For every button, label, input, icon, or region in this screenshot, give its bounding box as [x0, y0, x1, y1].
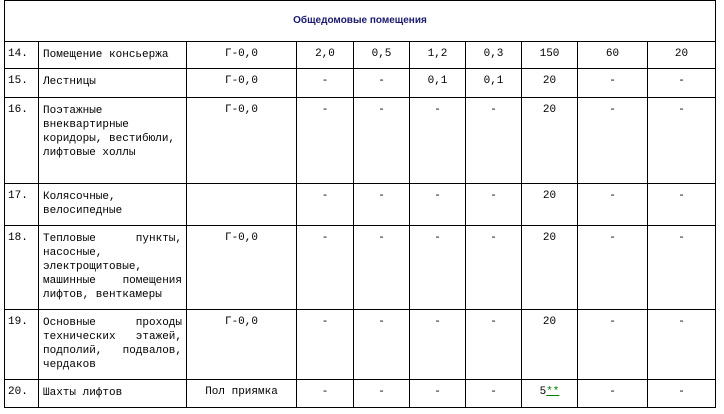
value-cell: - [466, 184, 522, 226]
value-cell: - [578, 310, 648, 380]
section-header-cell [5, 1, 716, 42]
value-cell: - [578, 69, 648, 98]
room-name: Тепловые пункты, насосные, электрощитовые, машинные помещения лифтов, венткамеры [39, 226, 187, 310]
norms-table [4, 0, 716, 408]
row-number: 20. [5, 380, 39, 408]
value-text: 5 [539, 386, 547, 398]
category-cell [187, 184, 297, 226]
value-cell: - [297, 98, 354, 184]
room-name: Шахты лифтов [39, 380, 187, 408]
value-cell: - [297, 380, 354, 408]
value-cell: - [466, 380, 522, 408]
room-name: Лестницы [39, 69, 187, 98]
value-cell: - [297, 69, 354, 98]
value-cell: - [354, 310, 410, 380]
row-number: 18. [5, 226, 39, 310]
value-cell: 1,2 [410, 42, 466, 69]
value-cell: - [354, 184, 410, 226]
room-name: Поэтажные внеквартирные коридоры, вестибюли, лифтовые холлы [39, 98, 187, 184]
section-title: Общедомовые помещения [293, 15, 427, 26]
value-cell: - [648, 226, 716, 310]
category-cell: Пол приямка [187, 380, 297, 408]
value-cell: - [648, 310, 716, 380]
table-row [5, 310, 716, 380]
category-cell: Г-0,0 [187, 226, 297, 310]
row-number: 17. [5, 184, 39, 226]
value-cell: 20 [522, 98, 578, 184]
room-name: Помещение консьержа [39, 42, 187, 69]
category-cell: Г-0,0 [187, 98, 297, 184]
value-cell: - [578, 184, 648, 226]
table-row [5, 69, 716, 98]
value-cell: 2,0 [297, 42, 354, 69]
table-row [5, 226, 716, 310]
value-cell: 20 [522, 310, 578, 380]
value-cell: 20 [522, 226, 578, 310]
room-name: Колясочные, велосипедные [39, 184, 187, 226]
category-cell: Г-0,0 [187, 310, 297, 380]
value-cell: - [410, 226, 466, 310]
room-name: Основные проходы технических этажей, подполий, подвалов, чердаков [39, 310, 187, 380]
value-cell: - [354, 380, 410, 408]
value-cell: 150 [522, 42, 578, 69]
table-row [5, 98, 716, 184]
value-cell: 0,1 [466, 69, 522, 98]
value-cell: - [410, 184, 466, 226]
table-row [5, 184, 716, 226]
value-cell: - [578, 380, 648, 408]
value-cell: 60 [578, 42, 648, 69]
value-cell: 0,3 [466, 42, 522, 69]
value-cell: - [466, 226, 522, 310]
value-cell: - [410, 380, 466, 408]
value-cell-with-footnote [522, 380, 578, 408]
value-cell: 0,5 [354, 42, 410, 69]
value-cell: 0,1 [410, 69, 466, 98]
row-number: 19. [5, 310, 39, 380]
table-row [5, 42, 716, 69]
row-number: 15. [5, 69, 39, 98]
section-header-row [5, 1, 716, 42]
row-number: 16. [5, 98, 39, 184]
footnote-link[interactable]: ** [546, 386, 560, 398]
value-cell: - [354, 226, 410, 310]
value-cell: - [297, 184, 354, 226]
value-cell: - [648, 69, 716, 98]
value-cell: - [410, 98, 466, 184]
value-cell: - [297, 310, 354, 380]
value-cell: - [578, 98, 648, 184]
category-cell: Г-0,0 [187, 69, 297, 98]
value-cell: 20 [648, 42, 716, 69]
value-cell: - [648, 184, 716, 226]
norms-table-container [4, 0, 716, 408]
value-cell: - [648, 380, 716, 408]
category-cell: Г-0,0 [187, 42, 297, 69]
value-cell: - [466, 98, 522, 184]
value-cell: - [648, 98, 716, 184]
value-cell: - [466, 310, 522, 380]
row-number: 14. [5, 42, 39, 69]
value-cell: - [354, 98, 410, 184]
table-row [5, 380, 716, 408]
value-cell: - [578, 226, 648, 310]
value-cell: 20 [522, 184, 578, 226]
value-cell: - [297, 226, 354, 310]
value-cell: - [410, 310, 466, 380]
value-cell: 20 [522, 69, 578, 98]
value-cell: - [354, 69, 410, 98]
